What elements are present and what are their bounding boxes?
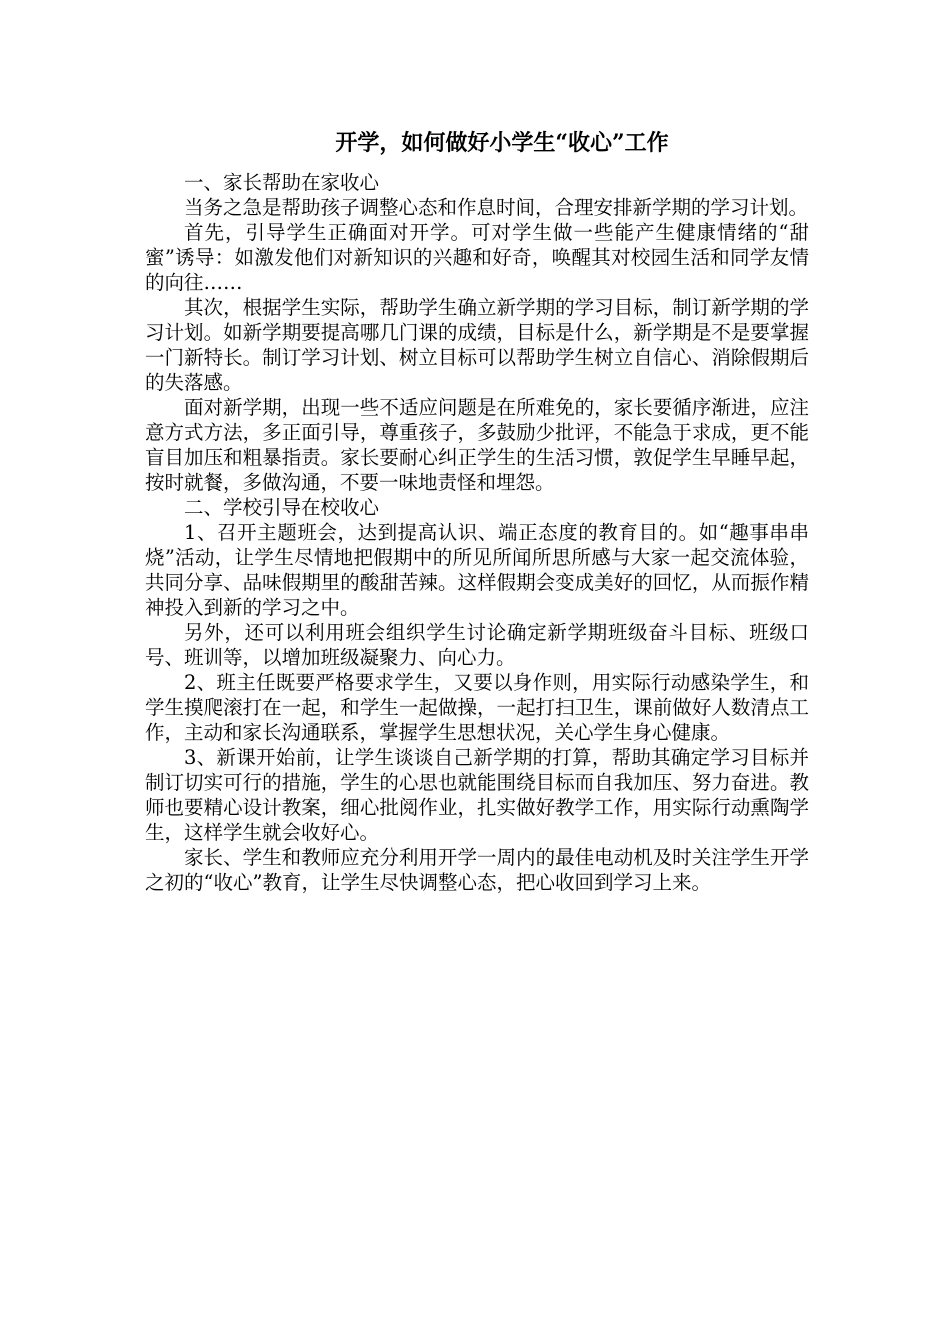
document-page [145,128,809,895]
document-title: 开学，如何做好小学生“收心”工作 [335,130,669,156]
paragraph: 家长、学生和教师应充分利用开学一周内的最佳电动机及时关注学生开学之初的“收心”教育，让学生尽快调整心态，把心收回到学习上来。 [145,846,809,894]
paragraph: 2、班主任既要严格要求学生，又要以身作则，用实际行动感染学生，和学生摸爬滚打在一起，和学生一起做操，一起打扫卫生，课前做好人数清点工作，主动和家长沟通联系，掌握学生思想状况，关心学生身心健康。 [145,671,809,744]
paragraph: 另外，还可以利用班会组织学生讨论确定新学期班级奋斗目标、班级口号、班训等，以增加班级凝聚力、向心力。 [145,621,809,669]
paragraph: 其次，根据学生实际，帮助学生确立新学期的学习目标，制订新学期的学习计划。如新学期要提高哪几门课的成绩，目标是什么，新学期是不是要掌握一门新特长。制订学习计划、树立目标可以帮助学生树立自信心、消除假期后的失落感。 [145,296,809,394]
paragraph: 3、新课开始前，让学生谈谈自己新学期的打算，帮助其确定学习目标并制订切实可行的措施，学生的心思也就能围绕目标而自我加压、努力奋进。教师也要精心设计教案，细心批阅作业，扎实做好教学工作，用实际行动熏陶学生，这样学生就会收好心。 [145,746,809,844]
paragraph: 首先，引导学生正确面对开学。可对学生做一些能产生健康情绪的“甜蜜”诱导：如激发他们对新知识的兴趣和好奇，唤醒其对校园生活和同学友情的向往…… [145,221,809,294]
paragraph: 面对新学期，出现一些不适应问题是在所难免的，家长要循序渐进，应注意方式方法，多正面引导，尊重孩子，多鼓励少批评，不能急于求成，更不能盲目加压和粗暴指责。家长要耐心纠正学生的生活习惯，敦促学生早睡早起，按时就餐，多做沟通，不要一味地责怪和埋怨。 [145,396,809,494]
section-heading-home: 一、家长帮助在家收心 [184,171,380,194]
paragraph: 当务之急是帮助孩子调整心态和作息时间，合理安排新学期的学习计划。 [184,196,809,219]
paragraph: 1、召开主题班会，达到提高认识、端正态度的教育目的。如“趣事串串烧”活动，让学生尽情地把假期中的所见所闻所思所感与大家一起交流体验，共同分享、品味假期里的酸甜苦辣。这样假期会变成美好的回忆，从而振作精神投入到新的学习之中。 [145,521,809,619]
section-heading-school: 二、学校引导在校收心 [184,496,380,519]
